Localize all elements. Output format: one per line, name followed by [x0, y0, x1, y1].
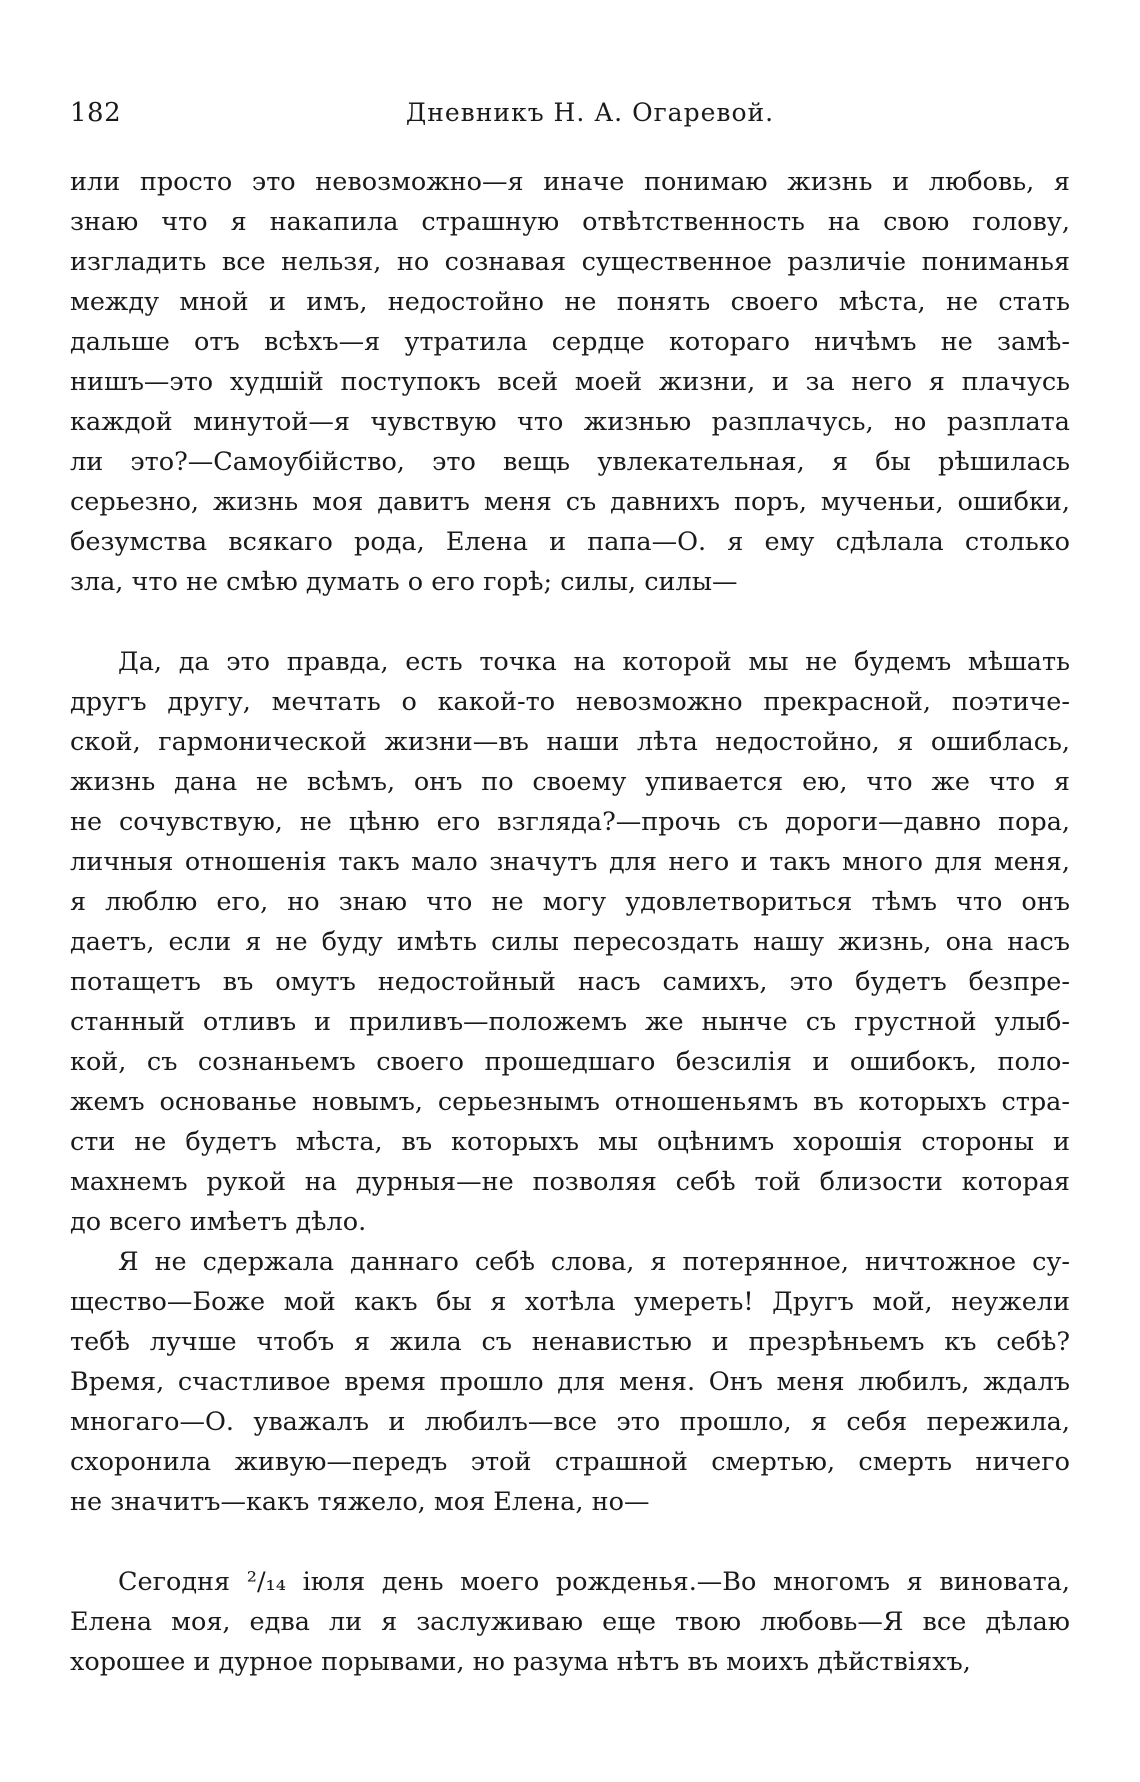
text-line: безумства всякаго рода, Елена и папа—О. я ему сдѣлала столько	[70, 527, 1070, 557]
text-line: между мной и имъ, недостойно не понять своего мѣста, не стать	[70, 287, 1070, 317]
text-line: тебѣ лучше чтобъ я жила съ ненавистью и презрѣньемъ къ себѣ?	[70, 1327, 1070, 1357]
text-line: схоронила живую—передъ этой страшной смертью, смерть ничего	[70, 1447, 1070, 1477]
page-number: 182	[70, 98, 122, 128]
text-line: жизнь дана не всѣмъ, онъ по своему упивается ею, что же что я	[70, 767, 1070, 797]
text-line: сти не будетъ мѣста, въ которыхъ мы оцѣнимъ хорошія стороны и	[70, 1127, 1070, 1157]
text-line: Да, да это правда, есть точка на которой мы не будемъ мѣшать	[118, 647, 1070, 677]
text-line: или просто это невозможно—я иначе понимаю жизнь и любовь, я	[70, 167, 1070, 197]
text-line: личныя отношенія такъ мало значутъ для него и такъ много для меня,	[70, 847, 1070, 877]
text-line: многаго—О. уважалъ и любилъ—все это прошло, я себя пережила,	[70, 1407, 1070, 1437]
running-title: Дневникъ Н. А. Огаревой.	[405, 98, 775, 127]
paragraph	[70, 1562, 1070, 1682]
text-line: ской, гармонической жизни—въ наши лѣта недостойно, я ошиблась,	[70, 727, 1070, 757]
text-line: изгладить все нельзя, но сознавая существенное различіе пониманья	[70, 247, 1070, 277]
text-line: ли это?—Самоубійство, это вещь увлекательная, я бы рѣшилась	[70, 447, 1070, 477]
text-line: щество—Боже мой какъ бы я хотѣла умереть! Другъ мой, неужели	[70, 1287, 1070, 1317]
text-line: не значитъ—какъ тяжело, моя Елена, но—	[70, 1487, 650, 1517]
text-line: Елена моя, едва ли я заслуживаю еще твою любовь—Я все дѣлаю	[70, 1607, 1070, 1637]
text-line: Я не сдержала даннаго себѣ слова, я потерянное, ничтожное су-	[118, 1247, 1070, 1277]
text-line: каждой минутой—я чувствую что жизнью разплачусь, но разплата	[70, 407, 1070, 437]
text-line: другъ другу, мечтать о какой-то невозможно прекрасной, поэтиче-	[70, 687, 1070, 717]
text-line: потащетъ въ омутъ недостойный насъ самихъ, это будетъ безпре-	[70, 967, 1070, 997]
body-text	[70, 162, 1070, 1682]
paragraph-gap	[70, 602, 1070, 642]
text-line: Сегодня ²/₁₄ іюля день моего рожденья.—Во многомъ я виновата,	[118, 1567, 1070, 1597]
text-line: знаю что я накапила страшную отвѣтственность на свою голову,	[70, 207, 1070, 237]
text-line: станный отливъ и приливъ—положемъ же нынче съ грустной улыб-	[70, 1007, 1070, 1037]
paragraph	[70, 162, 1070, 602]
text-line: жемъ основанье новымъ, серьезнымъ отношеньямъ въ которыхъ стра-	[70, 1087, 1070, 1117]
text-line: зла, что не смѣю думать о его горѣ; силы, силы—	[70, 567, 738, 597]
text-line: дальше отъ всѣхъ—я утратила сердце котораго ничѣмъ не замѣ-	[70, 327, 1070, 357]
text-line: даетъ, если я не буду имѣть силы пересоздать нашу жизнь, она насъ	[70, 927, 1070, 957]
text-line: Время, счастливое время прошло для меня. Онъ меня любилъ, ждалъ	[70, 1367, 1070, 1397]
text-line: махнемъ рукой на дурныя—не позволяя себѣ той близости которая	[70, 1167, 1070, 1197]
text-line: серьезно, жизнь моя давитъ меня съ давнихъ поръ, мученьи, ошибки,	[70, 487, 1070, 517]
text-line: хорошее и дурное порывами, но разума нѣтъ въ моихъ дѣйствіяхъ,	[70, 1647, 971, 1677]
text-line: нишъ—это худшій поступокъ всей моей жизни, и за него я плачусь	[70, 367, 1070, 397]
text-line: я люблю его, но знаю что не могу удовлетвориться тѣмъ что онъ	[70, 887, 1070, 917]
text-line: не сочувствую, не цѣню его взгляда?—прочь съ дороги—давно пора,	[70, 807, 1070, 837]
page-header	[70, 98, 1070, 138]
text-line: до всего имѣетъ дѣло.	[70, 1207, 367, 1237]
text-line: кой, съ сознаньемъ своего прошедшаго безсилія и ошибокъ, поло-	[70, 1047, 1070, 1077]
paragraph-gap	[70, 1522, 1070, 1562]
paragraph	[70, 1242, 1070, 1522]
paragraph	[70, 642, 1070, 1242]
